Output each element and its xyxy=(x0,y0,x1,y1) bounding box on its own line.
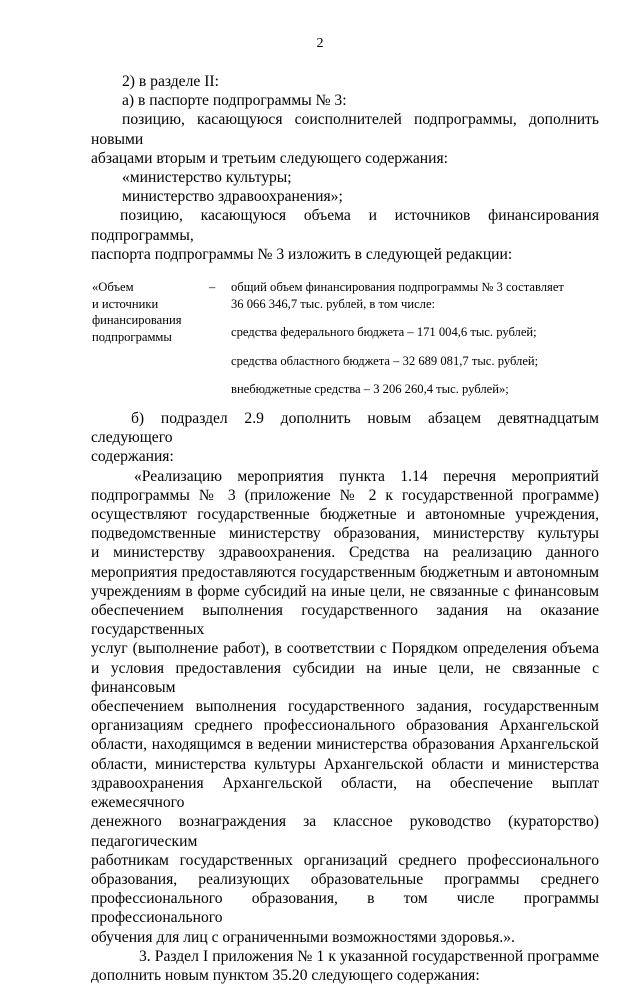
paragraph-section-2: 2) в разделе II: xyxy=(122,73,219,90)
passport-dash: – xyxy=(209,280,216,295)
paragraph-section-3-l2: дополнить новым пунктом 35.20 следующего содержания: xyxy=(91,966,480,984)
paragraph-implementation-line: учреждениям в форме субсидий на иные цели, не связанные с финансовым xyxy=(91,582,599,600)
passport-label-line: «Объем xyxy=(92,280,134,295)
paragraph-implementation-line: обеспечением выполнения государственного задания, государственным xyxy=(91,698,599,716)
paragraph-co-executors-l2: абзацами вторым и третьим следующего содержания: xyxy=(91,149,448,167)
paragraph-ministry-culture: «министерство культуры; xyxy=(122,169,292,187)
paragraph-implementation-line: осуществляют государственные бюджетные и автономные учреждения, xyxy=(91,506,599,524)
paragraph-implementation-line: мероприятия предоставляются государственным бюджетным и автономным xyxy=(91,563,599,581)
paragraph-implementation-line: и министерству здравоохранения. Средства на реализацию данного xyxy=(91,544,599,562)
subsection-2-9 xyxy=(91,409,599,985)
paragraph-implementation-line: работникам государственных организаций среднего профессионального xyxy=(91,851,599,869)
paragraph-implementation-line: подпрограммы № 3 (приложение № 2 к государственной программе) xyxy=(91,486,599,504)
passport-total-l1: общий объем финансирования подпрограммы № 3 составляет xyxy=(231,280,564,295)
passport-federal-budget: средства федерального бюджета – 171 004,6 тыс. рублей; xyxy=(231,325,537,340)
page-number: 2 xyxy=(316,36,324,51)
paragraph-co-executors-l1: позицию, касающуюся соисполнителей подпрограммы, дополнить новыми xyxy=(91,111,599,148)
paragraph-implementation-line: образования, реализующих образовательные программы среднего xyxy=(91,870,599,888)
passport-label-line: подпрограммы xyxy=(92,329,172,344)
paragraph-implementation-line: подведомственные министерству образования, министерству культуры xyxy=(91,525,599,543)
passport-financing-block xyxy=(91,279,599,399)
paragraph-subsection-l1: б) подраздел 2.9 дополнить новым абзацем девятнадцатым следующего xyxy=(91,410,599,447)
paragraph-passport-3: а) в паспорте подпрограммы № 3: xyxy=(122,92,347,110)
passport-values xyxy=(231,279,601,398)
paragraph-implementation-line: обучения для лиц с ограниченными возможностями здоровья.». xyxy=(91,928,515,946)
paragraph-implementation-line: обеспечением выполнения государственного задания на оказание государственных xyxy=(91,602,599,639)
document-body xyxy=(91,72,599,985)
passport-label xyxy=(92,279,208,345)
passport-label-line: и источники xyxy=(92,296,159,311)
paragraph-financing-l2: паспорта подпрограммы № 3 изложить в следующей редакции: xyxy=(91,245,513,263)
paragraph-ministry-health: министерство здравоохранения»; xyxy=(122,188,343,206)
paragraph-implementation-line: области, находящимся в ведении министерства образования Архангельской xyxy=(91,736,599,754)
paragraph-implementation-line: организациям среднего профессионального образования Архангельской xyxy=(91,717,599,735)
paragraph-section-3-l1: 3. Раздел I приложения № 1 к указанной государственной программе xyxy=(139,947,599,965)
passport-label-line: финансирования xyxy=(92,313,182,328)
paragraph-financing-l1: позицию, касающуюся объема и источников финансирования подпрограммы, xyxy=(91,207,599,244)
paragraph-implementation-line: денежного вознаграждения за классное руководство (кураторство) педагогическим xyxy=(91,813,599,850)
paragraph-implementation-line: «Реализацию мероприятия пункта 1.14 перечня мероприятий xyxy=(134,467,599,485)
paragraph-subsection-l2: содержания: xyxy=(91,448,174,466)
paragraph-implementation-line: здравоохранения Архангельской области, на обеспечение выплат ежемесячного xyxy=(91,774,599,812)
passport-extra-budget: внебюджетные средства – 3 206 260,4 тыс. рублей»; xyxy=(231,382,509,397)
passport-total-l2: 36 066 346,7 тыс. рублей, в том числе: xyxy=(231,296,436,311)
paragraph-implementation-line: услуг (выполнение работ), в соответствии с Порядком определения объема xyxy=(91,640,599,658)
paragraph-implementation-line: профессионального образования, в том числе программы профессионального xyxy=(91,890,599,927)
paragraph-implementation-line: и условия предоставления субсидии на иные цели, не связанные с финансовым xyxy=(91,659,599,696)
paragraph-implementation-line: области, министерства культуры Архангельской области и министерства xyxy=(91,755,599,773)
passport-regional-budget: средства областного бюджета – 32 689 081,7 тыс. рублей; xyxy=(231,353,539,368)
